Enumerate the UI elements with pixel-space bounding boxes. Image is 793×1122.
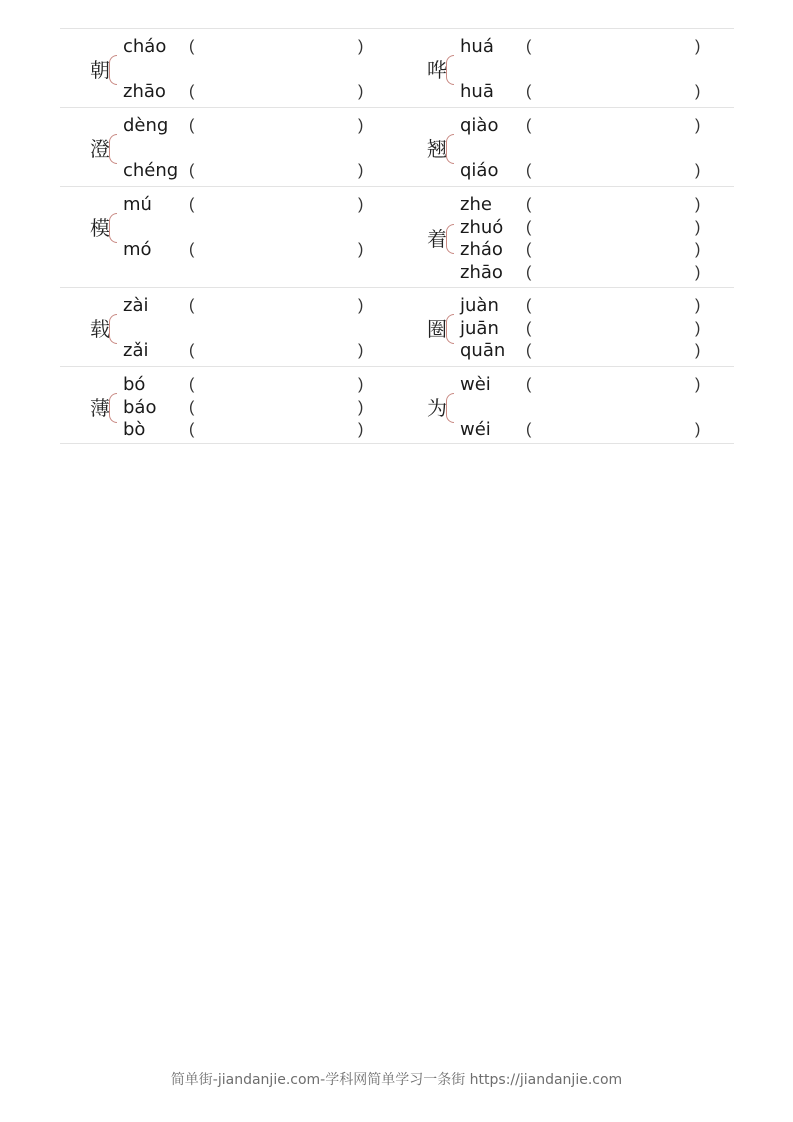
answer-blank-close: ) bbox=[695, 162, 701, 179]
polyphone-character: 哗 bbox=[427, 57, 447, 82]
reading-line bbox=[60, 194, 397, 216]
pinyin-reading: zhāo bbox=[123, 81, 166, 102]
answer-blank-close: ) bbox=[695, 83, 701, 100]
answer-blank-close: ) bbox=[695, 117, 701, 134]
answer-blank-open: ( bbox=[526, 342, 532, 359]
polyphone-character: 着 bbox=[427, 226, 447, 251]
answer-blank-open: ( bbox=[526, 319, 532, 337]
answer-blank-open: ( bbox=[189, 117, 195, 134]
reading-line bbox=[397, 419, 734, 441]
answer-blank-close: ) bbox=[695, 196, 701, 213]
pinyin-reading: juān bbox=[460, 317, 499, 339]
reading-line bbox=[397, 318, 734, 340]
reading-line bbox=[397, 160, 734, 182]
answer-blank-close: ) bbox=[695, 297, 701, 314]
pinyin-reading: wéi bbox=[460, 419, 491, 440]
pinyin-reading: zhuó bbox=[460, 216, 504, 238]
answer-blank-open: ( bbox=[526, 162, 532, 179]
reading-line bbox=[397, 374, 734, 396]
reading-line bbox=[60, 374, 397, 396]
reading-line bbox=[60, 295, 397, 317]
reading-line bbox=[60, 419, 397, 441]
polyphone-entry bbox=[60, 288, 397, 366]
answer-blank-close: ) bbox=[358, 196, 364, 213]
reading-line bbox=[60, 81, 397, 103]
pinyin-reading: huā bbox=[460, 81, 494, 102]
pinyin-reading: wèi bbox=[460, 374, 491, 395]
reading-line bbox=[60, 239, 397, 261]
answer-blank-close: ) bbox=[358, 117, 364, 134]
answer-blank-open: ( bbox=[189, 297, 195, 314]
polyphone-entry bbox=[60, 29, 397, 107]
pinyin-reading: qiáo bbox=[460, 160, 499, 181]
answer-blank-open: ( bbox=[189, 38, 195, 55]
reading-line bbox=[60, 115, 397, 137]
answer-blank-close: ) bbox=[358, 241, 364, 258]
answer-blank-close: ) bbox=[695, 241, 701, 258]
pinyin-reading: zhe bbox=[460, 194, 492, 215]
curly-brace-icon bbox=[109, 314, 117, 344]
polyphone-character: 澄 bbox=[90, 136, 110, 161]
polyphone-character: 载 bbox=[90, 316, 110, 341]
pinyin-reading: zǎi bbox=[123, 340, 149, 361]
curly-brace-icon bbox=[446, 55, 454, 85]
answer-blank-close: ) bbox=[695, 421, 701, 438]
pinyin-reading: dèng bbox=[123, 115, 169, 136]
answer-blank-close: ) bbox=[358, 83, 364, 100]
polyphone-character: 翘 bbox=[427, 136, 447, 161]
answer-blank-open: ( bbox=[526, 117, 532, 134]
reading-line bbox=[60, 397, 397, 419]
pinyin-reading: zài bbox=[123, 295, 149, 316]
table-row bbox=[60, 107, 734, 186]
answer-blank-close: ) bbox=[358, 38, 364, 55]
pinyin-reading: quān bbox=[460, 340, 506, 361]
reading-line bbox=[397, 217, 734, 239]
page-footer: 简单街-jiandanjie.com-学科网简单学习一条街 https://jiandanjie.com bbox=[170, 1072, 623, 1088]
answer-blank-close: ) bbox=[695, 263, 701, 281]
reading-line bbox=[397, 239, 734, 261]
reading-line bbox=[60, 160, 397, 182]
answer-blank-open: ( bbox=[189, 83, 195, 100]
reading-line bbox=[397, 295, 734, 317]
polyphone-entry bbox=[60, 108, 397, 186]
reading-line bbox=[397, 115, 734, 137]
table-row bbox=[60, 186, 734, 287]
table-row bbox=[60, 366, 734, 444]
polyphone-entry bbox=[397, 29, 734, 107]
polyphone-entry bbox=[397, 187, 734, 287]
answer-blank-close: ) bbox=[358, 342, 364, 359]
answer-blank-open: ( bbox=[526, 218, 532, 236]
answer-blank-open: ( bbox=[526, 421, 532, 438]
reading-line bbox=[397, 81, 734, 103]
pinyin-reading: huá bbox=[460, 36, 494, 57]
answer-blank-open: ( bbox=[189, 162, 195, 179]
answer-blank-close: ) bbox=[695, 38, 701, 55]
answer-blank-open: ( bbox=[526, 241, 532, 258]
answer-blank-close: ) bbox=[358, 376, 364, 393]
answer-blank-close: ) bbox=[358, 398, 364, 416]
answer-blank-open: ( bbox=[526, 196, 532, 213]
answer-blank-open: ( bbox=[189, 421, 195, 438]
polyphone-character: 薄 bbox=[90, 395, 110, 420]
curly-brace-icon bbox=[109, 213, 117, 243]
polyphone-entry bbox=[397, 367, 734, 443]
curly-brace-icon bbox=[109, 134, 117, 164]
pinyin-reading: juàn bbox=[460, 295, 499, 316]
polyphone-entry bbox=[397, 288, 734, 366]
answer-blank-close: ) bbox=[358, 421, 364, 438]
answer-blank-open: ( bbox=[526, 263, 532, 281]
answer-blank-open: ( bbox=[526, 38, 532, 55]
polyphone-character: 圈 bbox=[427, 316, 447, 341]
reading-line bbox=[397, 194, 734, 216]
curly-brace-icon bbox=[109, 55, 117, 85]
reading-line bbox=[397, 262, 734, 284]
answer-blank-close: ) bbox=[695, 319, 701, 337]
answer-blank-close: ) bbox=[695, 218, 701, 236]
table-row bbox=[60, 287, 734, 366]
answer-blank-open: ( bbox=[189, 196, 195, 213]
answer-blank-open: ( bbox=[189, 398, 195, 416]
pinyin-reading: báo bbox=[123, 396, 157, 418]
table-row bbox=[60, 28, 734, 107]
pinyin-reading: mú bbox=[123, 194, 152, 215]
reading-line bbox=[60, 36, 397, 58]
curly-brace-icon bbox=[446, 134, 454, 164]
curly-brace-icon bbox=[446, 393, 454, 423]
answer-blank-open: ( bbox=[189, 241, 195, 258]
polyphone-entry bbox=[60, 187, 397, 287]
pinyin-reading: bó bbox=[123, 374, 146, 395]
reading-line bbox=[397, 340, 734, 362]
answer-blank-close: ) bbox=[358, 162, 364, 179]
pinyin-reading: qiào bbox=[460, 115, 499, 136]
answer-blank-close: ) bbox=[695, 342, 701, 359]
pinyin-reading: cháo bbox=[123, 36, 167, 57]
answer-blank-close: ) bbox=[358, 297, 364, 314]
polyphone-character: 为 bbox=[427, 395, 447, 420]
answer-blank-open: ( bbox=[526, 83, 532, 100]
polyphonic-character-table bbox=[60, 28, 734, 444]
polyphone-entry bbox=[397, 108, 734, 186]
polyphone-character: 模 bbox=[90, 215, 110, 240]
answer-blank-open: ( bbox=[189, 342, 195, 359]
answer-blank-open: ( bbox=[189, 376, 195, 393]
pinyin-reading: bò bbox=[123, 419, 146, 440]
answer-blank-close: ) bbox=[695, 376, 701, 393]
pinyin-reading: zháo bbox=[460, 239, 503, 260]
pinyin-reading: chéng bbox=[123, 160, 179, 181]
polyphone-entry bbox=[60, 367, 397, 443]
reading-line bbox=[397, 36, 734, 58]
reading-line bbox=[60, 340, 397, 362]
answer-blank-open: ( bbox=[526, 376, 532, 393]
pinyin-reading: mó bbox=[123, 239, 152, 260]
pinyin-reading: zhāo bbox=[460, 261, 503, 283]
polyphone-character: 朝 bbox=[90, 57, 110, 82]
answer-blank-open: ( bbox=[526, 297, 532, 314]
